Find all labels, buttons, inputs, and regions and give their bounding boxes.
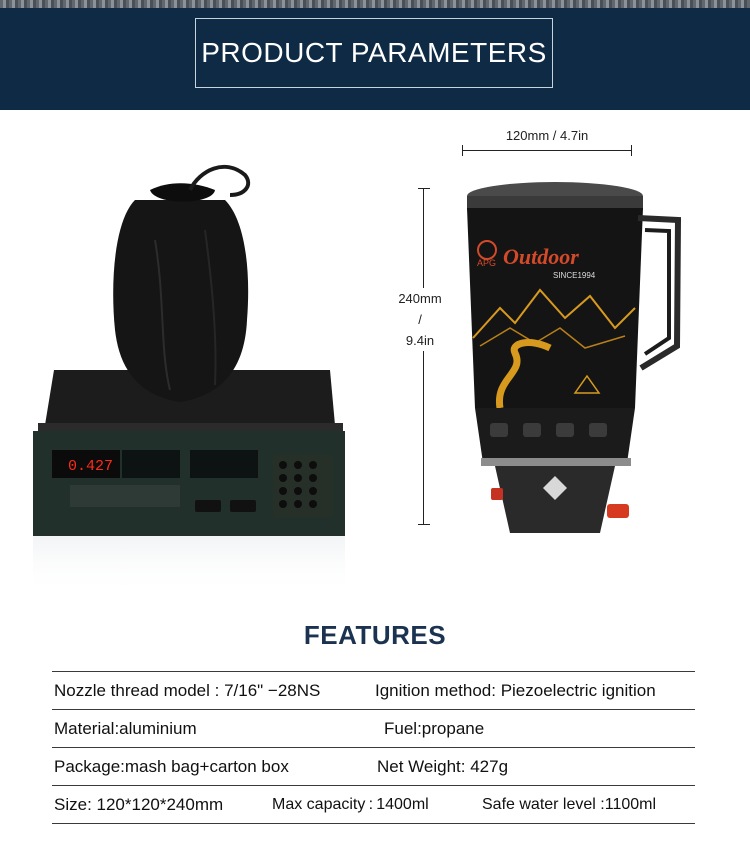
- feature-row: [52, 785, 695, 824]
- features-table: [52, 671, 695, 824]
- pot-tagline-text: SINCE1994: [553, 271, 596, 280]
- feature-net-weight: Net Weight: 427g: [377, 757, 509, 776]
- feature-row: [52, 709, 695, 747]
- features-heading: FEATURES: [303, 620, 447, 650]
- feature-row: [52, 747, 695, 785]
- scale-reading: 0.427: [68, 458, 114, 475]
- mesh-bag-image: [95, 160, 260, 410]
- feature-ignition-method: Ignition method: Piezoelectric ignition: [375, 681, 656, 700]
- header-title-box: [195, 18, 553, 88]
- header-banner: [0, 0, 750, 110]
- height-dimension-line: [423, 188, 424, 525]
- header-texture-strip: [0, 0, 750, 8]
- width-dimension-label: 120mm / 4.7in: [505, 128, 589, 143]
- feature-package: Package:mash bag+carton box: [54, 757, 289, 776]
- feature-material: Material:aluminium: [54, 719, 197, 738]
- pot-brand-text: Outdoor: [503, 244, 579, 269]
- feature-max-capacity: Max capacity : 1400ml: [272, 796, 429, 813]
- feature-nozzle-thread: Nozzle thread model : 7/16" −28NS: [54, 681, 321, 700]
- feature-fuel: Fuel:propane: [384, 719, 485, 738]
- width-dimension-line: [462, 150, 632, 151]
- cooking-pot-image: [455, 178, 695, 538]
- feature-row: [52, 671, 695, 709]
- feature-safe-water-level: Safe water level :1100ml: [482, 796, 657, 813]
- feature-size: Size: 120*120*240mm: [54, 795, 224, 814]
- pot-logo-text: APG: [477, 258, 497, 268]
- page-title: PRODUCT PARAMETERS: [201, 37, 547, 68]
- height-dimension-label: 240mm / 9.4in: [385, 288, 455, 351]
